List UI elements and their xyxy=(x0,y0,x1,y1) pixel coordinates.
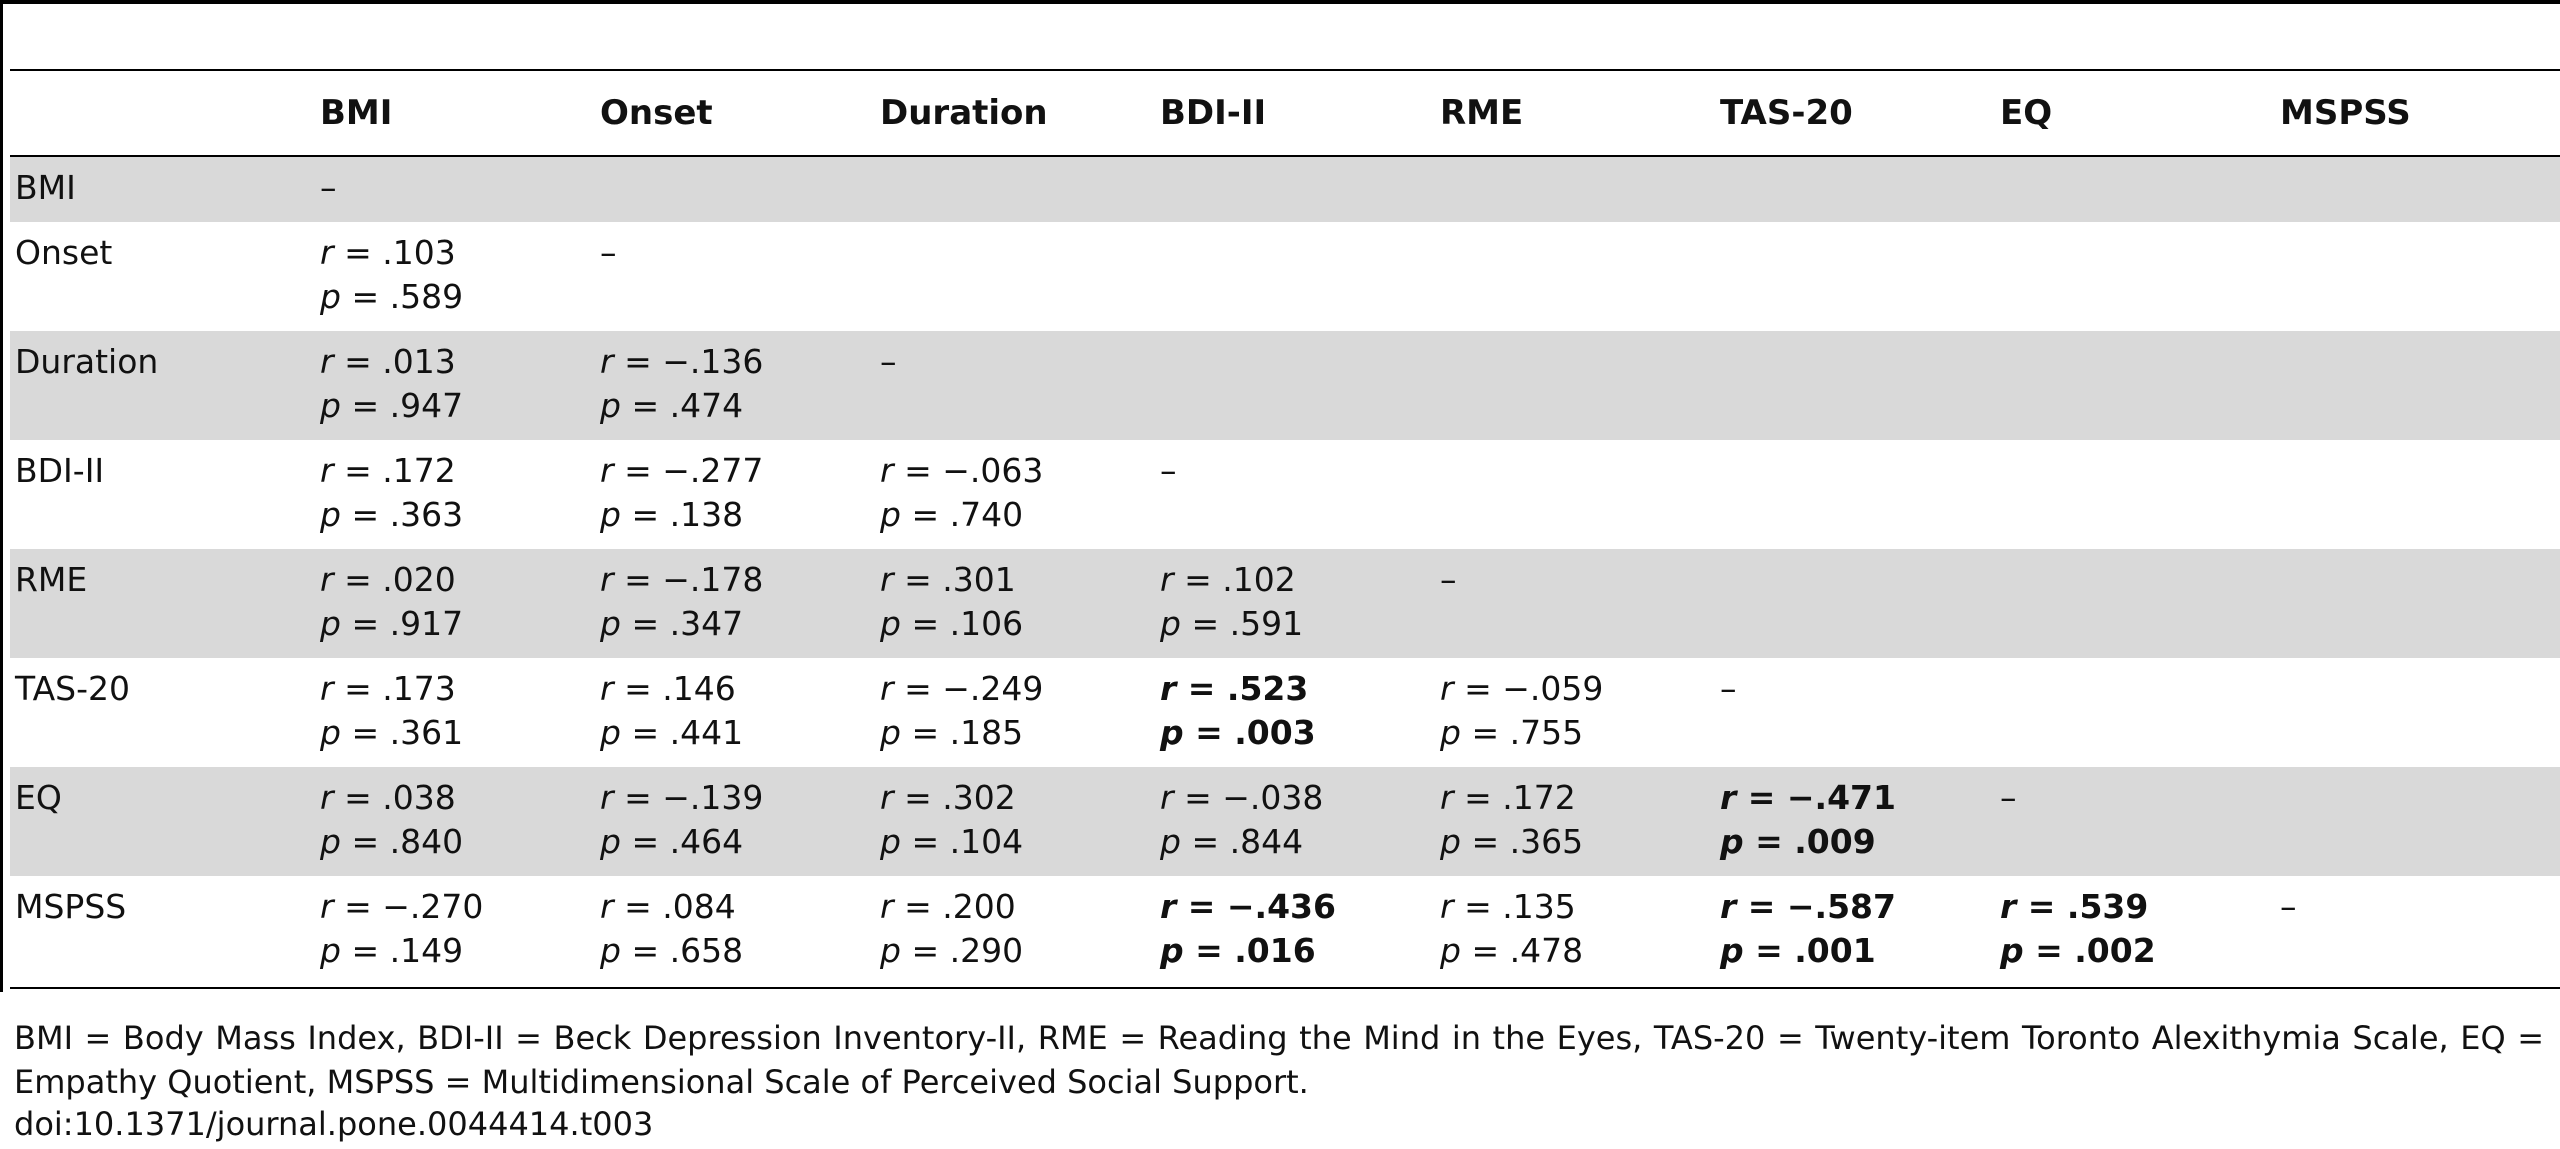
column-header-rme: RME xyxy=(1440,93,1524,133)
table-cell: r = −.270 p = .149 xyxy=(320,887,484,970)
table-cell: – xyxy=(600,233,617,272)
table-cell: r = .302 p = .104 xyxy=(880,778,1024,861)
table-top-rule xyxy=(0,0,2560,4)
table-cell: r = .084 p = .658 xyxy=(600,887,744,970)
table-cell: r = .103 p = .589 xyxy=(320,233,464,316)
table-row xyxy=(10,222,2560,331)
table-cell: r = −.136 p = .474 xyxy=(600,342,764,425)
row-label: TAS-20 xyxy=(15,669,131,708)
table-cell: r = .173 p = .361 xyxy=(320,669,464,752)
table-cell: r = .200 p = .290 xyxy=(880,887,1024,970)
table-footnote: BMI = Body Mass Index, BDI-II = Beck Depression Inventory-II, RME = Reading the Mind in the Eyes, TAS-20 = Twenty-item Toronto Alexithymia Scale, EQ = Empathy Quotient, MSPSS = Multidimensional Scale of Perceived Social Support. xyxy=(14,1019,2544,1101)
table-header xyxy=(0,71,2560,155)
table-cell: r = −.038 p = .844 xyxy=(1160,778,1324,861)
column-header-mspss: MSPSS xyxy=(2280,93,2411,133)
table-cell: r = .135 p = .478 xyxy=(1440,887,1584,970)
table-cell: r = −.587 p = .001 xyxy=(1720,887,1896,970)
table-cell: – xyxy=(1440,560,1457,599)
row-label: Duration xyxy=(15,342,159,381)
table-row xyxy=(10,440,2560,549)
table-cell: r = .523 p = .003 xyxy=(1160,669,1316,752)
table-cell: r = −.277 p = .138 xyxy=(600,451,764,534)
table-cell: – xyxy=(2000,778,2017,817)
table-cell: r = −.436 p = .016 xyxy=(1160,887,1336,970)
column-header-duration: Duration xyxy=(880,93,1048,133)
table-cell: r = .172 p = .365 xyxy=(1440,778,1584,861)
table-cell: – xyxy=(320,168,337,207)
column-header-onset: Onset xyxy=(600,93,713,133)
table-cell: r = .020 p = .917 xyxy=(320,560,464,643)
table-cell: r = .102 p = .591 xyxy=(1160,560,1304,643)
table-row xyxy=(10,767,2560,876)
row-label: BDI-II xyxy=(15,451,105,490)
table-row xyxy=(10,549,2560,658)
table-cell: – xyxy=(2280,887,2297,926)
column-header-tas-20: TAS-20 xyxy=(1720,93,1853,133)
row-label: Onset xyxy=(15,233,113,272)
column-header-bdi-ii: BDI-II xyxy=(1160,93,1267,133)
row-label: MSPSS xyxy=(15,887,127,926)
row-label: BMI xyxy=(15,168,76,207)
table-cell: r = −.471 p = .009 xyxy=(1720,778,1896,861)
row-label: RME xyxy=(15,560,88,599)
table-cell: r = −.178 p = .347 xyxy=(600,560,764,643)
table-cell: – xyxy=(880,342,897,381)
column-header-eq: EQ xyxy=(2000,93,2053,133)
table-row xyxy=(10,331,2560,440)
doi-reference: doi:10.1371/journal.pone.0044414.t003 xyxy=(14,1105,654,1143)
table-cell: r = .013 p = .947 xyxy=(320,342,464,425)
table-cell: – xyxy=(1160,451,1177,490)
table-cell: r = −.139 p = .464 xyxy=(600,778,764,861)
table-cell: r = −.063 p = .740 xyxy=(880,451,1044,534)
table-cell: r = −.059 p = .755 xyxy=(1440,669,1604,752)
table-cell: r = .146 p = .441 xyxy=(600,669,744,752)
table-cell: r = −.249 p = .185 xyxy=(880,669,1044,752)
table-row xyxy=(10,876,2560,987)
table-bottom-rule xyxy=(10,987,2560,989)
table-cell: r = .038 p = .840 xyxy=(320,778,464,861)
table-cell: r = .539 p = .002 xyxy=(2000,887,2156,970)
column-header-bmi: BMI xyxy=(320,93,393,133)
row-label: EQ xyxy=(15,778,62,817)
table-cell: r = .172 p = .363 xyxy=(320,451,464,534)
table-row xyxy=(10,658,2560,767)
table-cell: – xyxy=(1720,669,1737,708)
table-row xyxy=(10,157,2560,222)
table-cell: r = .301 p = .106 xyxy=(880,560,1024,643)
